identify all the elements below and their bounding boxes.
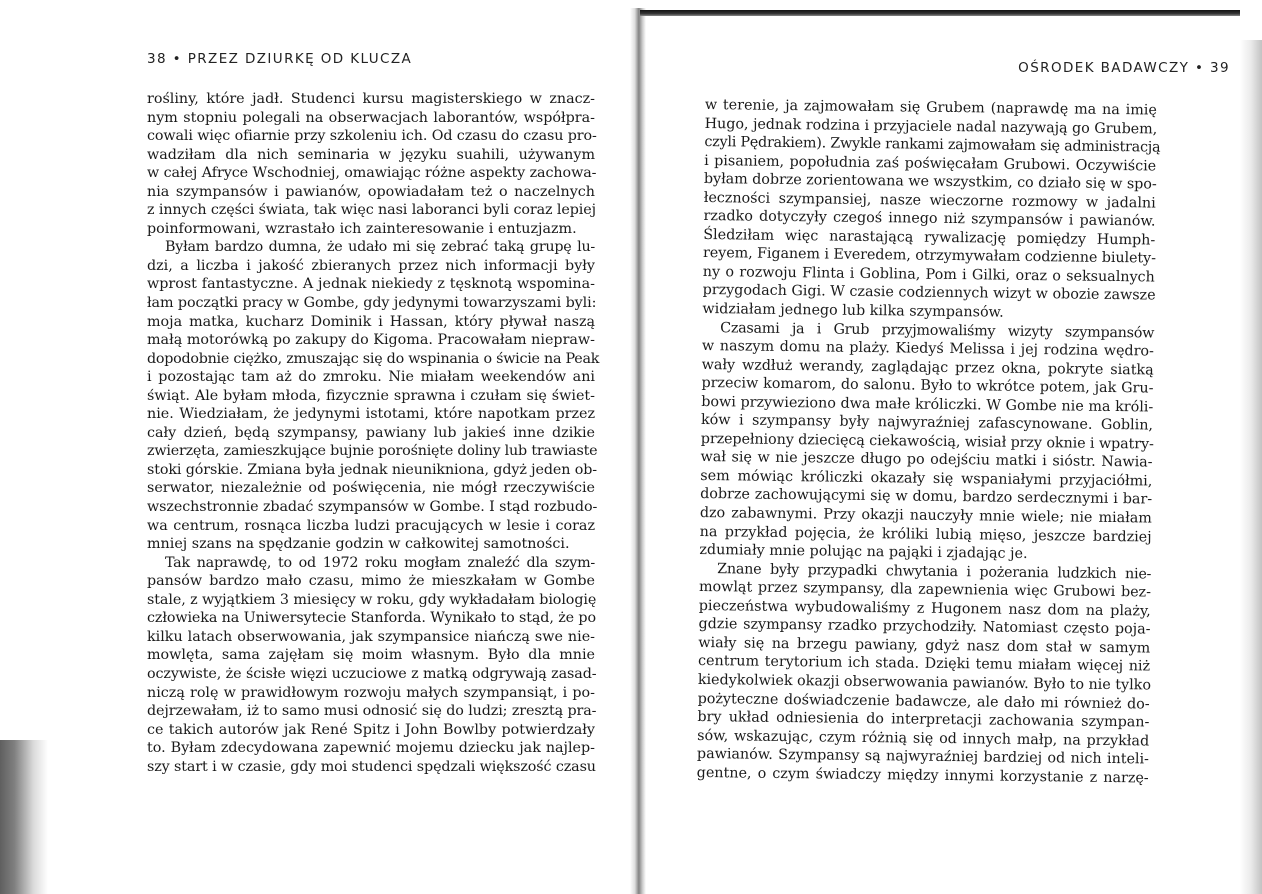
left-body-text [147, 90, 600, 776]
text-line: w naszym domu na plaży. Kiedyś Melissa i jej rodzina wędro- [701, 338, 1155, 360]
text-line: pieczeństwa wybudowaliśmy z Hugonem nasz dom na plaży, [698, 597, 1151, 620]
text-line: ce takich autorów jak René Spitz i John Bowlby potwierdzały [147, 721, 595, 738]
right-page [632, 0, 1262, 894]
text-line: przepełniony dziecięcą ciekawością, wisiał przy oknie i wpatry- [700, 430, 1154, 453]
text-line: nie. Wiedziałam, że jedynymi istotami, które napotkam przez [147, 406, 595, 423]
text-line: pożyteczne doświadczenie badawcze, ale dało mi również do- [697, 690, 1150, 712]
right-running-header: OŚRODEK BADAWCZY • 39 [1018, 60, 1230, 76]
text-line: stoki górskie. Zmiana była jednak nieunikniona, gdyż jeden ob- [147, 461, 597, 478]
text-line: zdumiały mnie polując na pająki i zjadając je. [699, 542, 1028, 563]
text-line: szy start i w czasie, gdy moi studenci spędzali większość czasu [147, 758, 596, 775]
text-line: i pisaniem, popołudnia zaś poświęcałam Grubowi. Oczywiście [704, 152, 1157, 175]
text-line: sów, wskazując, czym różnią się od innych małp, na przykład [697, 727, 1150, 750]
text-line: to. Byłam zdecydowana zapewnić mojemu dziecku jak najlep- [147, 740, 595, 757]
text-line: oczywiste, że ścisłe więzi uczuciowe z matką odgrywają zasad- [147, 665, 597, 682]
text-line: cały dzień, będą szympansy, pawiany lub jakieś inne dzikie [147, 424, 595, 441]
text-line: mowląt przez szympansy, dla zapewnienia więc Grubowi bez- [698, 579, 1152, 601]
text-line: dobrze zachowującymi się w domu, bardzo serdecznymi i bar- [700, 486, 1153, 508]
text-line: wiały się na brzegu pawiany, gdyż nasz dom stał w samym [698, 634, 1151, 657]
text-line: cowali więc ofiarnie przy szkoleniu ich. Od czasu do czasu pro- [147, 128, 597, 145]
text-line: przygodach Gigi. W czasie codziennych wizyt w obozie zawsze [702, 282, 1156, 304]
text-line: centrum terytorium ich stada. Dzięki temu miałam więcej niż [697, 653, 1151, 675]
text-line: wadziłam dla nich seminaria w języku suahili, używanym [147, 146, 595, 163]
text-line: kiedykolwiek okazji obserwowania pawianów. Było to nie tylko [697, 671, 1152, 694]
text-line: w terenie, ja zajmowałam się Grubem (naprawdę ma na imię [704, 96, 1157, 119]
text-line: kilku latach obserwowania, jak szympansice niańczą swe nie- [147, 628, 595, 645]
text-line: pawianów. Szympansy są najwyraźniej bardziej od nich inteli- [696, 746, 1150, 768]
text-line: nym stopniu polegali na obserwacjach laborantów, współpra- [147, 109, 595, 126]
text-line: Czasami ja i Grub przyjmowaliśmy wizyty szympansów [720, 319, 1155, 342]
text-line: mniej szans na spędzanie godzin w całkowitej samotności. [147, 536, 570, 553]
text-line: czyli Pędrakiem). Zwykle rankami zajmowałam się administracją [704, 134, 1161, 156]
text-line: w całej Afryce Wschodniej, omawiając różne aspekty zachowa- [147, 165, 597, 182]
text-line: wszechstronnie zbadać szympansów w Gombe. I stąd rozbudo- [147, 499, 598, 516]
text-line: dzo zabawnymi. Przy okazji nauczyły mnie wiele; nie miałam [699, 505, 1152, 527]
text-line: na przykład pojęcia, że króliki lubią mięso, jeszcze bardziej [699, 523, 1152, 546]
text-line: wa centrum, rosnąca liczba ludzi pracujących w lesie i coraz [147, 517, 595, 534]
text-line: wał się w nie jeszcze długo po odejściu matki i sióstr. Nawia- [700, 449, 1153, 471]
text-line: pansów bardzo mało czasu, mimo że mieszkałam w Gombe [147, 573, 595, 590]
text-line: Znane były przypadki chwytania i pożerania ludzkich nie- [717, 560, 1152, 583]
text-line: mowlęta, sama zajęłam się moim własnym. Było dla mnie [147, 647, 595, 664]
text-line: Tak naprawdę, to od 1972 roku mogłam znaleźć dla szym- [165, 554, 595, 571]
text-line: Hugo, jednak rodzina i przyjaciele nadal nazywają go Grubem, [704, 115, 1158, 138]
text-line: łam początki pracy w Gombe, gdy jedynymi towarzyszami byli: [147, 295, 597, 312]
text-line: gentne, o czym świadczy między innymi korzystanie z narzę- [696, 764, 1149, 787]
text-line: i pozostając tam aż do zmroku. Nie miałam weekendów ani [147, 369, 595, 386]
text-line: dzi, a liczba i jakość zbieranych przez nich informacji były [147, 257, 595, 274]
text-line: łeczności szympansiej, nasze wieczorne rozmowy w jadalni [703, 189, 1156, 212]
text-line: stale, z wyjątkiem 3 miesięcy w roku, gdy wykładałam biologię [147, 591, 597, 608]
text-line: zwierzęta, zamieszkujące bujnie porośnięte doliny lub trawiaste [147, 443, 598, 460]
text-line: serwator, niezależnie od poświęcenia, nie mógł rzeczywiście [147, 480, 595, 497]
left-running-header: 38 • PRZEZ DZIURKĘ OD KLUCZA [147, 51, 413, 67]
right-body-text [696, 96, 1161, 788]
text-line: poinformowani, wzrastało ich zainteresowanie i entuzjazm. [147, 220, 577, 237]
text-line: rzadko dotyczyły czegoś innego niż szympansów i pawianów. [703, 208, 1156, 230]
text-line: moja matka, kucharz Dominik i Hassan, który pływał naszą [147, 313, 595, 330]
text-line: niczą rolę w prawidłowym rozwoju małych szympansiąt, i po- [147, 684, 595, 701]
text-line: dopodobnie ciężko, zmuszając się do wspinania o świcie na Peak [147, 350, 600, 367]
text-line: bry układ odniesienia do interpretacji zachowania szympan- [697, 709, 1150, 731]
text-line: bowi przywieziono dwa małe króliczki. W Gombe nie ma króli- [701, 393, 1154, 416]
text-line: ny o rozwoju Flinta i Goblina, Pom i Gilki, oraz o seksualnych [702, 263, 1155, 286]
text-line: nia szympansów i pawianów, opowiadałam też o naczelnych [147, 183, 595, 200]
text-line: przeciw komarom, do salonu. Było to wkrótce potem, jak Gru- [701, 375, 1154, 397]
text-line: reyem, Figanem i Everedem, otrzymywałam codzienne biulety- [702, 245, 1156, 267]
text-line: Byłam bardzo dumna, że udało mi się zebrać taką grupę lu- [165, 239, 595, 256]
text-line: byłam dobrze zorientowana we wszystkim, co działo się w spo- [703, 171, 1157, 193]
text-line: małą motorówką po zakupy do Kigoma. Pracowałam niepraw- [147, 332, 595, 349]
text-line: widziałam jednego lub kilka szympansów. [702, 301, 1004, 321]
text-line: z innych części świata, tak więc nasi laboranci byli coraz lepiej [147, 202, 596, 219]
text-line: gdzie szympansy rzadko przychodziły. Natomiast często poja- [698, 616, 1151, 638]
text-line: człowieka na Uniwersytecie Stanforda. Wynikało to stąd, że po [147, 610, 596, 627]
text-line: dejrzewałam, iż to samo musi odnosić się do ludzi; zresztą pra- [147, 703, 597, 720]
text-line: Śledziłam więc narastającą rywalizację pomiędzy Humph- [703, 226, 1156, 249]
text-line: wprost fantastyczne. A jednak niekiedy z tęsknotą wspomina- [147, 276, 595, 293]
text-line: wały wzdłuż werandy, zaglądając przez okna, pokryte siatką [701, 356, 1154, 379]
text-line: sem mówiąc króliczki okazały się wspaniałymi przyjaciółmi, [700, 467, 1153, 490]
text-line: świąt. Ale byłam młoda, fizycznie sprawna i czułam się świet- [147, 387, 595, 404]
text-line: rośliny, które jadł. Studenci kursu magisterskiego w znacz- [147, 91, 595, 107]
text-line: ków i szympansy były najwyraźniej zafascynowane. Goblin, [700, 412, 1154, 434]
